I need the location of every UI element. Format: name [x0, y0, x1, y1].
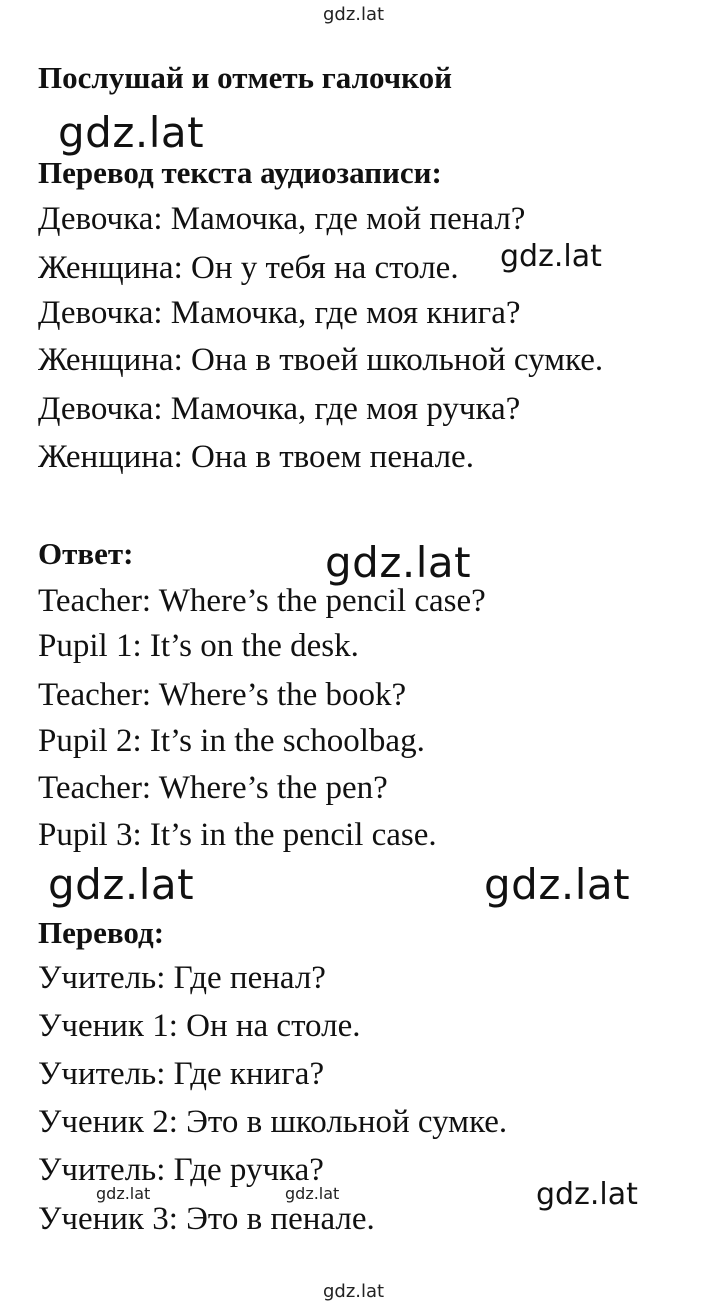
- translation-line: Учитель: Где книга?: [38, 1056, 325, 1092]
- watermark-tiny-2: gdz.lat: [285, 1184, 340, 1203]
- translation-line: Учитель: Где пенал?: [38, 960, 326, 996]
- page-heading: Послушай и отметь галочкой: [38, 60, 452, 95]
- watermark-large-1: gdz.lat: [58, 108, 205, 157]
- answer-line: Teacher: Where’s the pen?: [38, 770, 388, 806]
- audio-line: Женщина: Она в твоем пенале.: [38, 439, 474, 475]
- watermark-bottom: gdz.lat: [323, 1281, 385, 1302]
- translation-line: Учитель: Где ручка?: [38, 1152, 324, 1188]
- audio-line: Девочка: Мамочка, где моя книга?: [38, 295, 521, 331]
- watermark-large-2: gdz.lat: [325, 538, 472, 587]
- watermark-tiny-1: gdz.lat: [96, 1184, 151, 1203]
- audio-line: Женщина: Он у тебя на столе.: [38, 250, 459, 286]
- translation-line: Ученик 3: Это в пенале.: [38, 1201, 375, 1237]
- answer-line: Pupil 1: It’s on the desk.: [38, 628, 359, 664]
- watermark-mid-1: gdz.lat: [500, 239, 602, 274]
- watermark-large-4: gdz.lat: [484, 860, 631, 909]
- audio-line: Женщина: Она в твоей школьной сумке.: [38, 342, 604, 378]
- answer-line: Pupil 2: It’s in the schoolbag.: [38, 723, 425, 759]
- translation-line: Ученик 2: Это в школьной сумке.: [38, 1104, 508, 1140]
- watermark-large-3: gdz.lat: [48, 860, 195, 909]
- watermark-mid-2: gdz.lat: [536, 1177, 638, 1212]
- translation-section-title: Перевод:: [38, 915, 165, 950]
- translation-line: Ученик 1: Он на столе.: [38, 1008, 361, 1044]
- audio-section-title: Перевод текста аудиозаписи:: [38, 155, 442, 190]
- watermark-top: gdz.lat: [323, 4, 385, 25]
- answer-section-title: Ответ:: [38, 536, 134, 571]
- audio-line: Девочка: Мамочка, где моя ручка?: [38, 391, 521, 427]
- audio-line: Девочка: Мамочка, где мой пенал?: [38, 201, 526, 237]
- answer-line: Pupil 3: It’s in the pencil case.: [38, 817, 437, 853]
- answer-line: Teacher: Where’s the book?: [38, 677, 407, 713]
- answer-line: Teacher: Where’s the pencil case?: [38, 583, 486, 619]
